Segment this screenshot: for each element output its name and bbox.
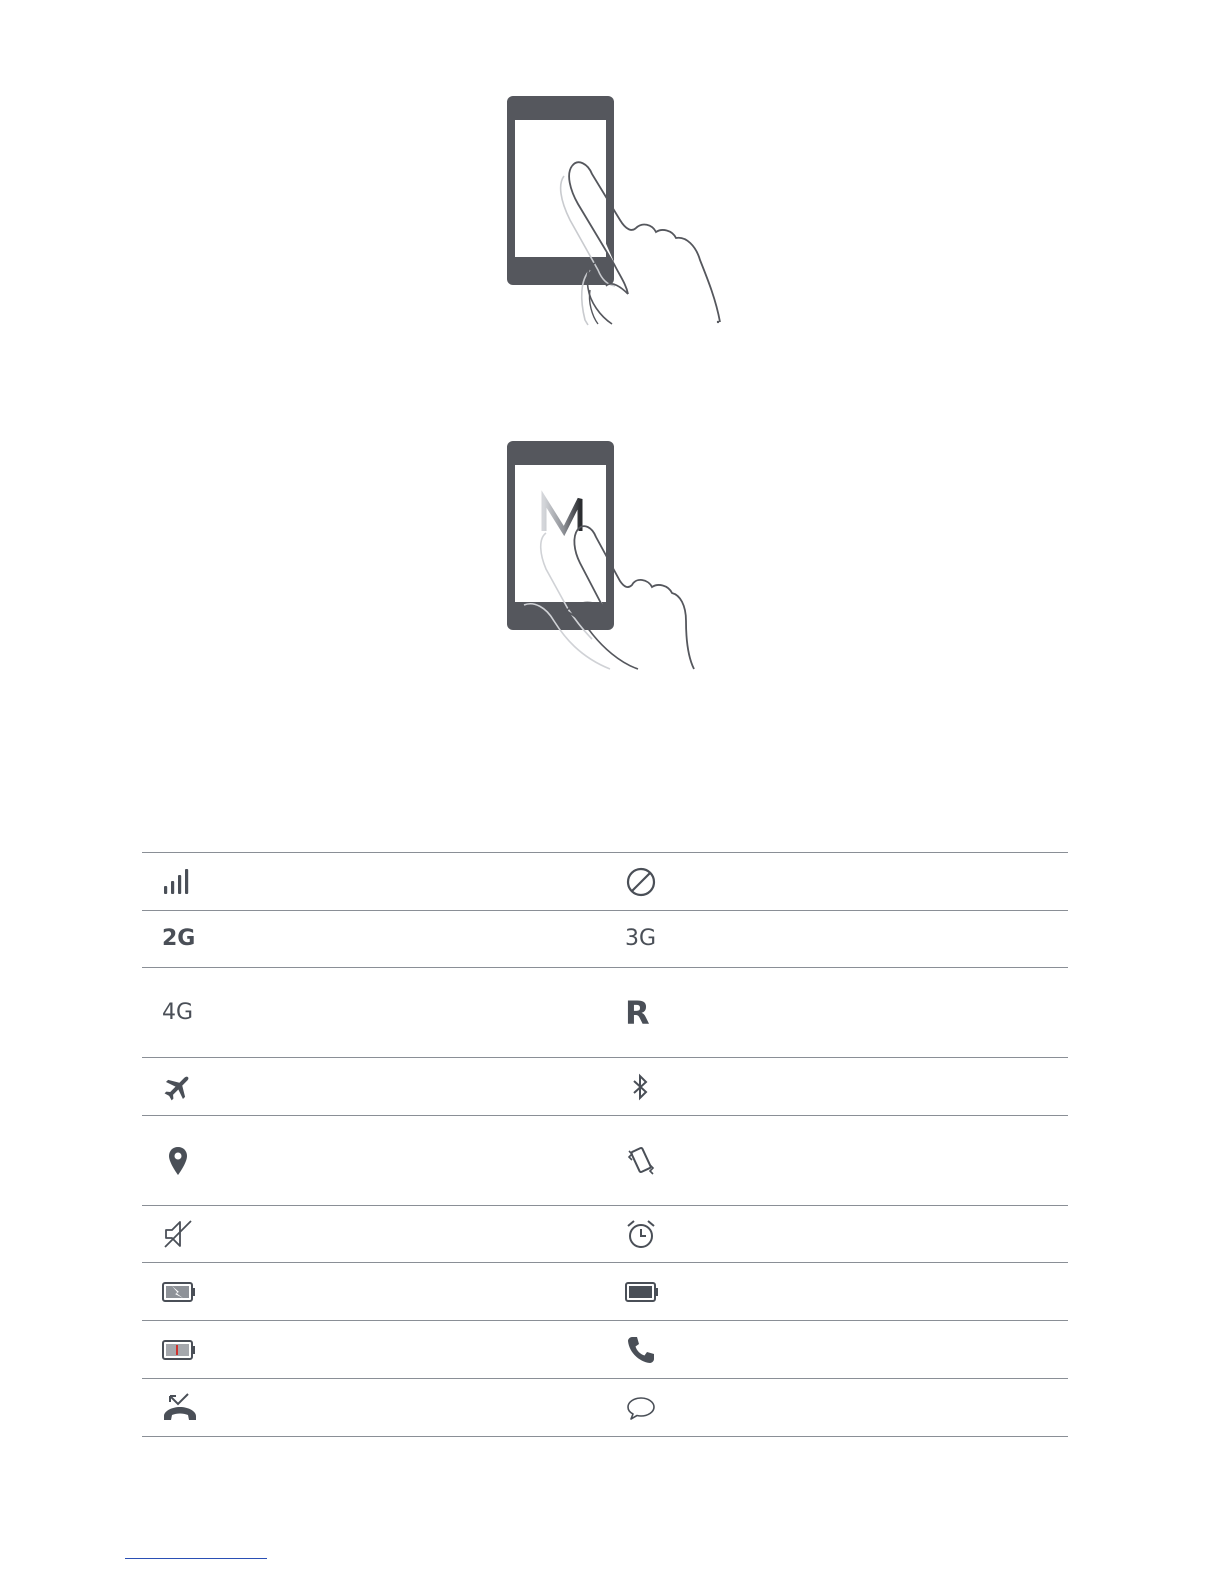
table-row (142, 1058, 1068, 1116)
vibrate-mode-icon (625, 1144, 661, 1178)
roaming-icon (625, 993, 661, 1032)
table-cell (142, 1206, 605, 1262)
network-3g-label: 3G (625, 926, 657, 951)
footnote-rule (125, 1558, 267, 1559)
network-4g-label: 4G (162, 999, 194, 1025)
table-cell (142, 853, 605, 910)
network-4g-icon (162, 996, 198, 1030)
table-cell (142, 968, 605, 1057)
table-cell (605, 911, 1068, 967)
table-row (142, 1206, 1068, 1263)
table-cell (605, 1206, 1068, 1262)
table-cell (142, 911, 605, 967)
new-message-icon (625, 1391, 661, 1425)
table-cell (142, 1116, 605, 1205)
table-cell (142, 1263, 605, 1320)
table-row (142, 911, 1068, 968)
silent-mode-icon (162, 1217, 198, 1251)
table-row (142, 1321, 1068, 1379)
network-2g-label: 2G (162, 926, 196, 951)
table-row (142, 1379, 1068, 1437)
roaming-label: R (625, 993, 650, 1032)
knuckle-gesture-illustration (480, 80, 760, 340)
signal-strength-icon (162, 865, 198, 899)
battery-full-icon (625, 1275, 661, 1309)
battery-low-icon (162, 1333, 198, 1367)
table-cell (605, 1263, 1068, 1320)
table-cell (605, 1379, 1068, 1436)
table-row (142, 853, 1068, 911)
network-2g-icon (162, 922, 198, 956)
table-row (142, 968, 1068, 1058)
table-row (142, 1263, 1068, 1321)
table-cell (142, 1321, 605, 1378)
draw-letter-gesture-illustration (480, 425, 740, 685)
alarm-icon (625, 1217, 661, 1251)
battery-charging-icon (162, 1275, 198, 1309)
table-cell (605, 1116, 1068, 1205)
call-in-progress-icon (625, 1333, 661, 1367)
table-cell (605, 1058, 1068, 1115)
airplane-mode-icon (162, 1070, 198, 1104)
bluetooth-icon (625, 1070, 661, 1104)
location-icon (162, 1144, 198, 1178)
table-cell (605, 1321, 1068, 1378)
no-sim-icon (625, 865, 661, 899)
table-cell (605, 853, 1068, 910)
missed-call-icon (162, 1391, 198, 1425)
table-cell (142, 1058, 605, 1115)
table-cell (605, 968, 1068, 1057)
status-icon-table (142, 852, 1068, 1437)
network-3g-icon (625, 922, 661, 956)
table-cell (142, 1379, 605, 1436)
table-row (142, 1116, 1068, 1206)
